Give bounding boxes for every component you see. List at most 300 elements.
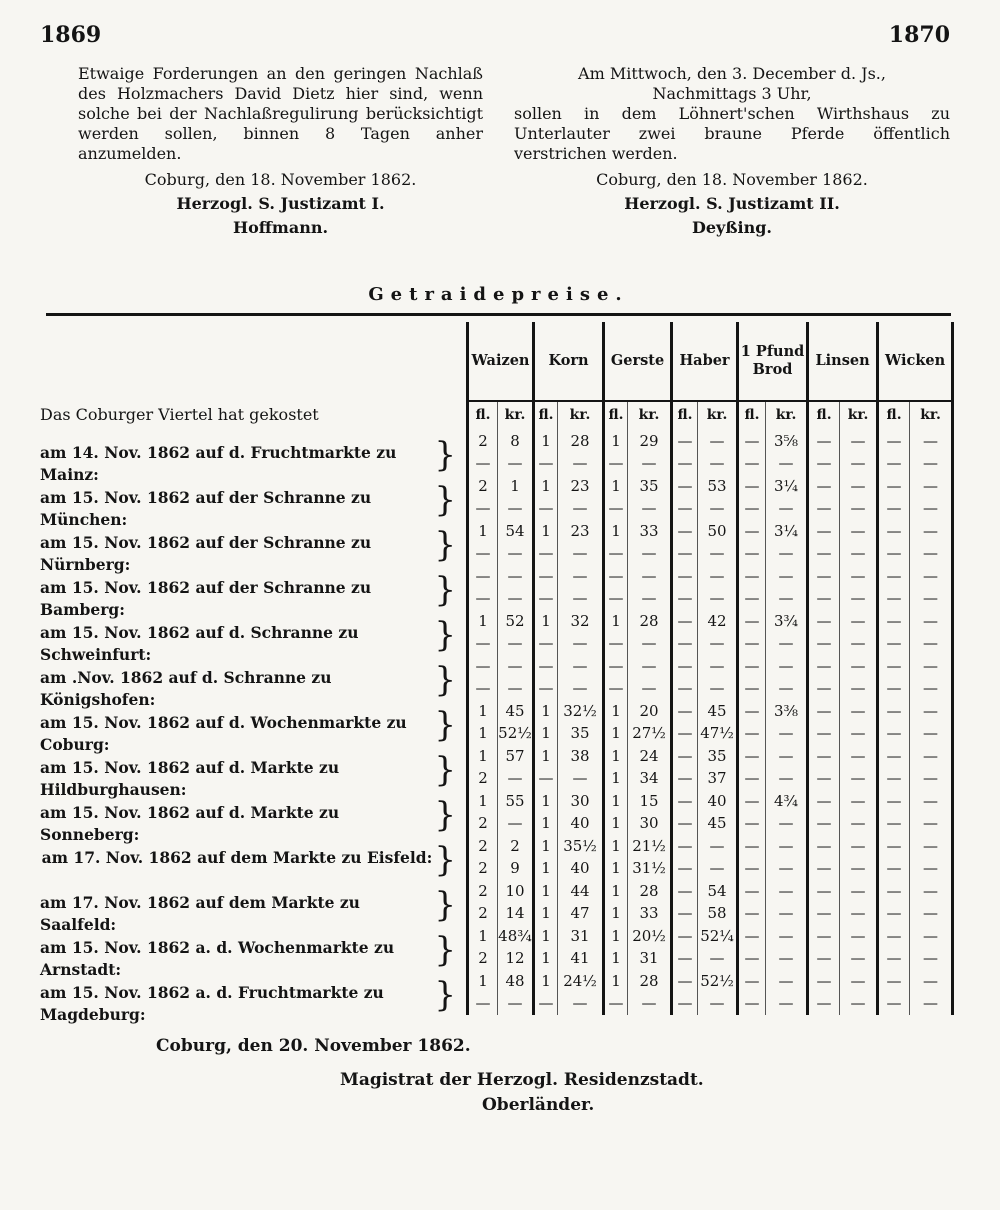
price-value: — — [572, 657, 588, 675]
price-kr-cell — [628, 430, 672, 475]
price-kr-cell — [498, 700, 534, 745]
price-kr-cell — [910, 925, 953, 970]
price-kr-cell — [840, 700, 878, 745]
price-kr-cell — [698, 610, 738, 655]
price-value: 2 — [478, 814, 488, 832]
price-value: — — [538, 499, 554, 517]
price-kr-cell — [910, 565, 953, 610]
notice-heading-line2: Nachmittags 3 Uhr, — [652, 84, 812, 103]
price-value: — — [886, 544, 902, 562]
price-fl-cell — [604, 430, 628, 475]
price-fl-cell — [738, 925, 766, 970]
price-fl-cell — [604, 880, 628, 925]
price-fl-cell — [808, 655, 840, 700]
price-value: 57 — [505, 747, 525, 765]
unit-kr: kr. — [910, 400, 953, 430]
price-kr-cell — [840, 880, 878, 925]
market-row-label-text: am 15. Nov. 1862 a. d. Fruchtmarkte zu Magdeburg: — [40, 983, 384, 1024]
price-kr-cell — [498, 475, 534, 520]
price-kr-cell — [628, 700, 672, 745]
price-value: — — [886, 724, 902, 742]
price-value: 32 — [570, 612, 590, 630]
price-fl-cell — [738, 790, 766, 835]
price-kr-cell — [558, 610, 604, 655]
price-value: — — [816, 859, 832, 877]
price-fl-cell — [468, 880, 498, 925]
price-value: — — [608, 994, 624, 1012]
price-kr-cell — [498, 565, 534, 610]
notice-office: Herzogl. S. Justizamt II. — [624, 194, 840, 213]
price-value: 1 — [611, 432, 621, 450]
price-value: 45 — [707, 814, 727, 832]
price-kr-cell — [698, 835, 738, 880]
brace-mark: } — [434, 930, 456, 970]
price-fl-cell — [672, 655, 698, 700]
price-value: 1 — [541, 477, 551, 495]
price-value: 28 — [570, 432, 590, 450]
price-value: 20 — [639, 702, 659, 720]
price-value: — — [816, 792, 832, 810]
price-kr-cell — [558, 970, 604, 1015]
price-value: 28 — [639, 972, 659, 990]
price-value: — — [475, 994, 491, 1012]
price-value: 40 — [707, 792, 727, 810]
price-value: — — [886, 454, 902, 472]
price-value: 24 — [639, 747, 659, 765]
notice-date: Coburg, den 18. November 1862. — [596, 170, 868, 189]
price-value: — — [507, 544, 523, 562]
price-kr-cell — [628, 520, 672, 565]
price-value: — — [923, 927, 939, 945]
price-value: — — [709, 432, 725, 450]
price-value: 1 — [611, 702, 621, 720]
price-value: — — [923, 994, 939, 1012]
price-value: — — [507, 657, 523, 675]
price-fl-cell — [534, 925, 558, 970]
price-value: — — [816, 589, 832, 607]
price-fl-cell — [878, 970, 910, 1015]
price-fl-cell — [672, 475, 698, 520]
price-value: — — [744, 477, 760, 495]
price-value: — — [507, 499, 523, 517]
price-fl-cell — [468, 520, 498, 565]
price-fl-cell — [604, 970, 628, 1015]
price-fl-cell — [468, 970, 498, 1015]
price-value: — — [709, 634, 725, 652]
price-fl-cell — [738, 520, 766, 565]
price-value: — — [778, 994, 794, 1012]
header-rule — [466, 400, 951, 402]
price-fl-cell — [672, 745, 698, 790]
price-kr-cell — [840, 835, 878, 880]
price-value: 1 — [541, 882, 551, 900]
price-kr-cell — [558, 520, 604, 565]
price-value: — — [744, 702, 760, 720]
price-kr-cell — [910, 520, 953, 565]
price-value: — — [744, 949, 760, 967]
price-value: 1 — [611, 477, 621, 495]
price-value: 1 — [478, 522, 488, 540]
price-fl-cell — [672, 970, 698, 1015]
price-value: — — [886, 432, 902, 450]
price-value: — — [677, 724, 693, 742]
price-fl-cell — [534, 430, 558, 475]
price-value: — — [744, 814, 760, 832]
price-value: — — [507, 994, 523, 1012]
price-fl-cell — [604, 520, 628, 565]
unit-kr: kr. — [498, 400, 534, 430]
price-value: — — [677, 927, 693, 945]
price-value: 35 — [570, 724, 590, 742]
price-fl-cell — [878, 700, 910, 745]
price-fl-cell — [808, 700, 840, 745]
market-row-label-text: am 15. Nov. 1862 auf der Schranne zu München: — [40, 488, 372, 529]
price-value: — — [744, 927, 760, 945]
price-value: — — [850, 702, 866, 720]
price-fl-cell — [604, 700, 628, 745]
table-unit-row — [468, 400, 953, 430]
price-fl-cell — [534, 610, 558, 655]
market-row-label — [40, 570, 462, 622]
price-value: — — [677, 882, 693, 900]
price-value: — — [709, 454, 725, 472]
price-fl-cell — [468, 700, 498, 745]
price-value: — — [608, 657, 624, 675]
price-value: 2 — [478, 859, 488, 877]
price-kr-cell — [698, 970, 738, 1015]
price-value: — — [709, 679, 725, 697]
price-value: 23 — [570, 477, 590, 495]
price-value: — — [850, 882, 866, 900]
price-value: 54 — [505, 522, 525, 540]
price-value: 53 — [707, 477, 727, 495]
price-value: — — [677, 477, 693, 495]
price-fl-cell — [738, 475, 766, 520]
table-row — [468, 655, 953, 700]
price-value: 52 — [505, 612, 525, 630]
price-fl-cell — [468, 745, 498, 790]
price-value: — — [677, 747, 693, 765]
price-value: 58 — [707, 904, 727, 922]
price-value: — — [677, 589, 693, 607]
price-fl-cell — [534, 970, 558, 1015]
price-value: — — [816, 567, 832, 585]
price-kr-cell — [698, 925, 738, 970]
price-value: 33 — [639, 522, 659, 540]
notice-signature: Deyßing. — [692, 218, 772, 237]
price-value: — — [744, 769, 760, 787]
price-fl-cell — [738, 610, 766, 655]
price-kr-cell — [698, 565, 738, 610]
price-value: 34 — [639, 769, 659, 787]
price-value: 37 — [707, 769, 727, 787]
price-value: — — [709, 589, 725, 607]
market-row-label — [40, 480, 462, 532]
price-value: 1 — [611, 522, 621, 540]
price-value: — — [886, 679, 902, 697]
price-value: — — [816, 544, 832, 562]
table-row — [468, 745, 953, 790]
price-fl-cell — [808, 835, 840, 880]
price-kr-cell — [766, 745, 808, 790]
price-value: — — [816, 679, 832, 697]
price-kr-cell — [910, 790, 953, 835]
table-title: Getraidepreise. — [368, 284, 629, 305]
price-value: — — [816, 747, 832, 765]
unit-kr: kr. — [766, 400, 808, 430]
page-number-left: 1869 — [40, 22, 102, 48]
price-value: — — [507, 634, 523, 652]
price-value: — — [923, 589, 939, 607]
price-value: — — [709, 657, 725, 675]
price-value: — — [816, 477, 832, 495]
price-value: — — [923, 544, 939, 562]
footer-date: Coburg, den 20. November 1862. — [156, 1036, 471, 1056]
price-value: — — [850, 949, 866, 967]
price-kr-cell — [558, 745, 604, 790]
price-kr-cell — [558, 655, 604, 700]
price-value: — — [886, 589, 902, 607]
price-value: — — [816, 657, 832, 675]
price-value: — — [744, 589, 760, 607]
price-value: — — [744, 972, 760, 990]
price-value: — — [816, 702, 832, 720]
price-value: — — [816, 972, 832, 990]
column-header: Linsen — [808, 322, 878, 400]
price-value: — — [850, 499, 866, 517]
price-value: — — [886, 702, 902, 720]
price-value: — — [475, 657, 491, 675]
price-value: — — [816, 724, 832, 742]
price-kr-cell — [766, 835, 808, 880]
price-fl-cell — [672, 835, 698, 880]
price-kr-cell — [498, 970, 534, 1015]
table-row — [468, 790, 953, 835]
price-value: — — [850, 634, 866, 652]
price-value: — — [923, 814, 939, 832]
market-row-label-text: am 14. Nov. 1862 auf d. Fruchtmarkte zu Mainz: — [40, 443, 397, 484]
unit-kr: kr. — [628, 400, 672, 430]
price-value: — — [709, 994, 725, 1012]
price-value: 2 — [478, 432, 488, 450]
price-fl-cell — [878, 835, 910, 880]
price-value: 27½ — [632, 724, 666, 742]
price-value: — — [572, 454, 588, 472]
price-value: — — [608, 679, 624, 697]
price-value: — — [677, 634, 693, 652]
unit-kr: kr. — [840, 400, 878, 430]
price-value: 1 — [478, 792, 488, 810]
price-value: — — [572, 589, 588, 607]
price-value: — — [744, 634, 760, 652]
price-value: — — [886, 499, 902, 517]
price-value: 1 — [541, 724, 551, 742]
price-value: 45 — [707, 702, 727, 720]
price-fl-cell — [808, 430, 840, 475]
brace-mark: } — [434, 480, 456, 520]
column-header: 1 Pfund Brod — [738, 322, 808, 400]
price-value: 50 — [707, 522, 727, 540]
price-value: — — [850, 837, 866, 855]
price-value: 1 — [611, 769, 621, 787]
price-value: — — [538, 454, 554, 472]
price-value: — — [744, 499, 760, 517]
price-value: — — [816, 882, 832, 900]
column-header: Waizen — [468, 322, 534, 400]
price-value: — — [778, 747, 794, 765]
price-kr-cell — [558, 835, 604, 880]
price-value: — — [816, 522, 832, 540]
price-value: — — [778, 859, 794, 877]
price-value: 29 — [639, 432, 659, 450]
price-value: — — [538, 679, 554, 697]
price-value: — — [507, 679, 523, 697]
price-value: — — [778, 927, 794, 945]
price-value: — — [886, 634, 902, 652]
price-fl-cell — [878, 520, 910, 565]
price-fl-cell — [878, 925, 910, 970]
price-kr-cell — [628, 475, 672, 520]
price-value: — — [778, 679, 794, 697]
price-value: 24½ — [563, 972, 597, 990]
price-value: 48¾ — [498, 927, 532, 945]
page-number-right: 1870 — [888, 22, 950, 48]
price-value: 1 — [541, 814, 551, 832]
price-kr-cell — [558, 790, 604, 835]
price-value: 2 — [478, 882, 488, 900]
price-value: — — [778, 724, 794, 742]
price-value: 1 — [611, 927, 621, 945]
price-kr-cell — [840, 745, 878, 790]
price-fl-cell — [468, 475, 498, 520]
price-value: — — [677, 904, 693, 922]
price-value: — — [608, 454, 624, 472]
price-value: — — [538, 657, 554, 675]
price-value: — — [850, 792, 866, 810]
price-value: 2 — [510, 837, 520, 855]
price-value: — — [778, 972, 794, 990]
price-value: — — [572, 994, 588, 1012]
price-value: 40 — [570, 859, 590, 877]
price-fl-cell — [534, 475, 558, 520]
market-row-label — [40, 525, 462, 577]
price-value: 2 — [478, 769, 488, 787]
price-fl-cell — [534, 700, 558, 745]
price-fl-cell — [604, 745, 628, 790]
price-fl-cell — [468, 430, 498, 475]
price-fl-cell — [808, 790, 840, 835]
price-value: — — [886, 522, 902, 540]
price-value: — — [744, 544, 760, 562]
price-value: — — [538, 769, 554, 787]
price-value: 40 — [570, 814, 590, 832]
price-value: — — [538, 634, 554, 652]
price-kr-cell — [558, 700, 604, 745]
price-value: — — [886, 747, 902, 765]
price-value: 15 — [639, 792, 659, 810]
price-value: — — [923, 792, 939, 810]
price-value: — — [886, 949, 902, 967]
price-kr-cell — [766, 565, 808, 610]
price-value: — — [886, 567, 902, 585]
price-kr-cell — [698, 790, 738, 835]
price-fl-cell — [468, 790, 498, 835]
price-fl-cell — [672, 610, 698, 655]
unit-fl: fl. — [878, 400, 910, 430]
price-kr-cell — [910, 700, 953, 745]
price-value: — — [923, 949, 939, 967]
price-value: — — [850, 724, 866, 742]
column-header: Haber — [672, 322, 738, 400]
price-value: 33 — [639, 904, 659, 922]
price-value: — — [641, 589, 657, 607]
price-value: 2 — [478, 477, 488, 495]
price-kr-cell — [558, 880, 604, 925]
price-value: — — [850, 927, 866, 945]
price-value: 1 — [478, 724, 488, 742]
price-value: — — [886, 927, 902, 945]
price-value: — — [538, 994, 554, 1012]
price-fl-cell — [534, 655, 558, 700]
price-value: 55 — [505, 792, 525, 810]
price-value: 1 — [478, 972, 488, 990]
unit-fl: fl. — [604, 400, 628, 430]
price-kr-cell — [558, 430, 604, 475]
price-value: — — [850, 814, 866, 832]
price-kr-cell — [698, 700, 738, 745]
price-value: 1 — [541, 702, 551, 720]
title-rule — [46, 313, 951, 316]
price-value: — — [923, 567, 939, 585]
price-kr-cell — [766, 475, 808, 520]
price-value: 2 — [478, 837, 488, 855]
price-value: 38 — [570, 747, 590, 765]
price-value: 45 — [505, 702, 525, 720]
price-kr-cell — [766, 970, 808, 1015]
price-value: — — [677, 792, 693, 810]
price-kr-cell — [698, 475, 738, 520]
price-fl-cell — [738, 430, 766, 475]
market-row-label — [40, 795, 462, 847]
market-row-label-text: am 15. Nov. 1862 auf d. Markte zu Sonneberg: — [40, 803, 340, 844]
price-kr-cell — [698, 880, 738, 925]
price-value: — — [850, 454, 866, 472]
table-row — [468, 835, 953, 880]
price-value: — — [778, 454, 794, 472]
price-value: — — [641, 994, 657, 1012]
market-row-label — [40, 840, 462, 892]
price-value: — — [608, 589, 624, 607]
market-row-label-text: am 15. Nov. 1862 auf d. Markte zu Hildburghausen: — [40, 758, 340, 799]
price-value: 4¾ — [773, 792, 799, 810]
price-value: — — [572, 567, 588, 585]
notice-date: Coburg, den 18. November 1862. — [144, 170, 417, 189]
price-value: 47½ — [700, 724, 734, 742]
price-value: — — [850, 769, 866, 787]
price-fl-cell — [738, 655, 766, 700]
price-value: — — [475, 454, 491, 472]
price-value: 3¼ — [773, 522, 799, 540]
market-row-label — [40, 615, 462, 667]
price-value: — — [475, 634, 491, 652]
price-value: — — [709, 949, 725, 967]
price-fl-cell — [672, 790, 698, 835]
price-fl-cell — [534, 790, 558, 835]
price-fl-cell — [808, 880, 840, 925]
price-value: — — [816, 612, 832, 630]
price-value: — — [850, 567, 866, 585]
brace-mark: } — [434, 615, 456, 655]
